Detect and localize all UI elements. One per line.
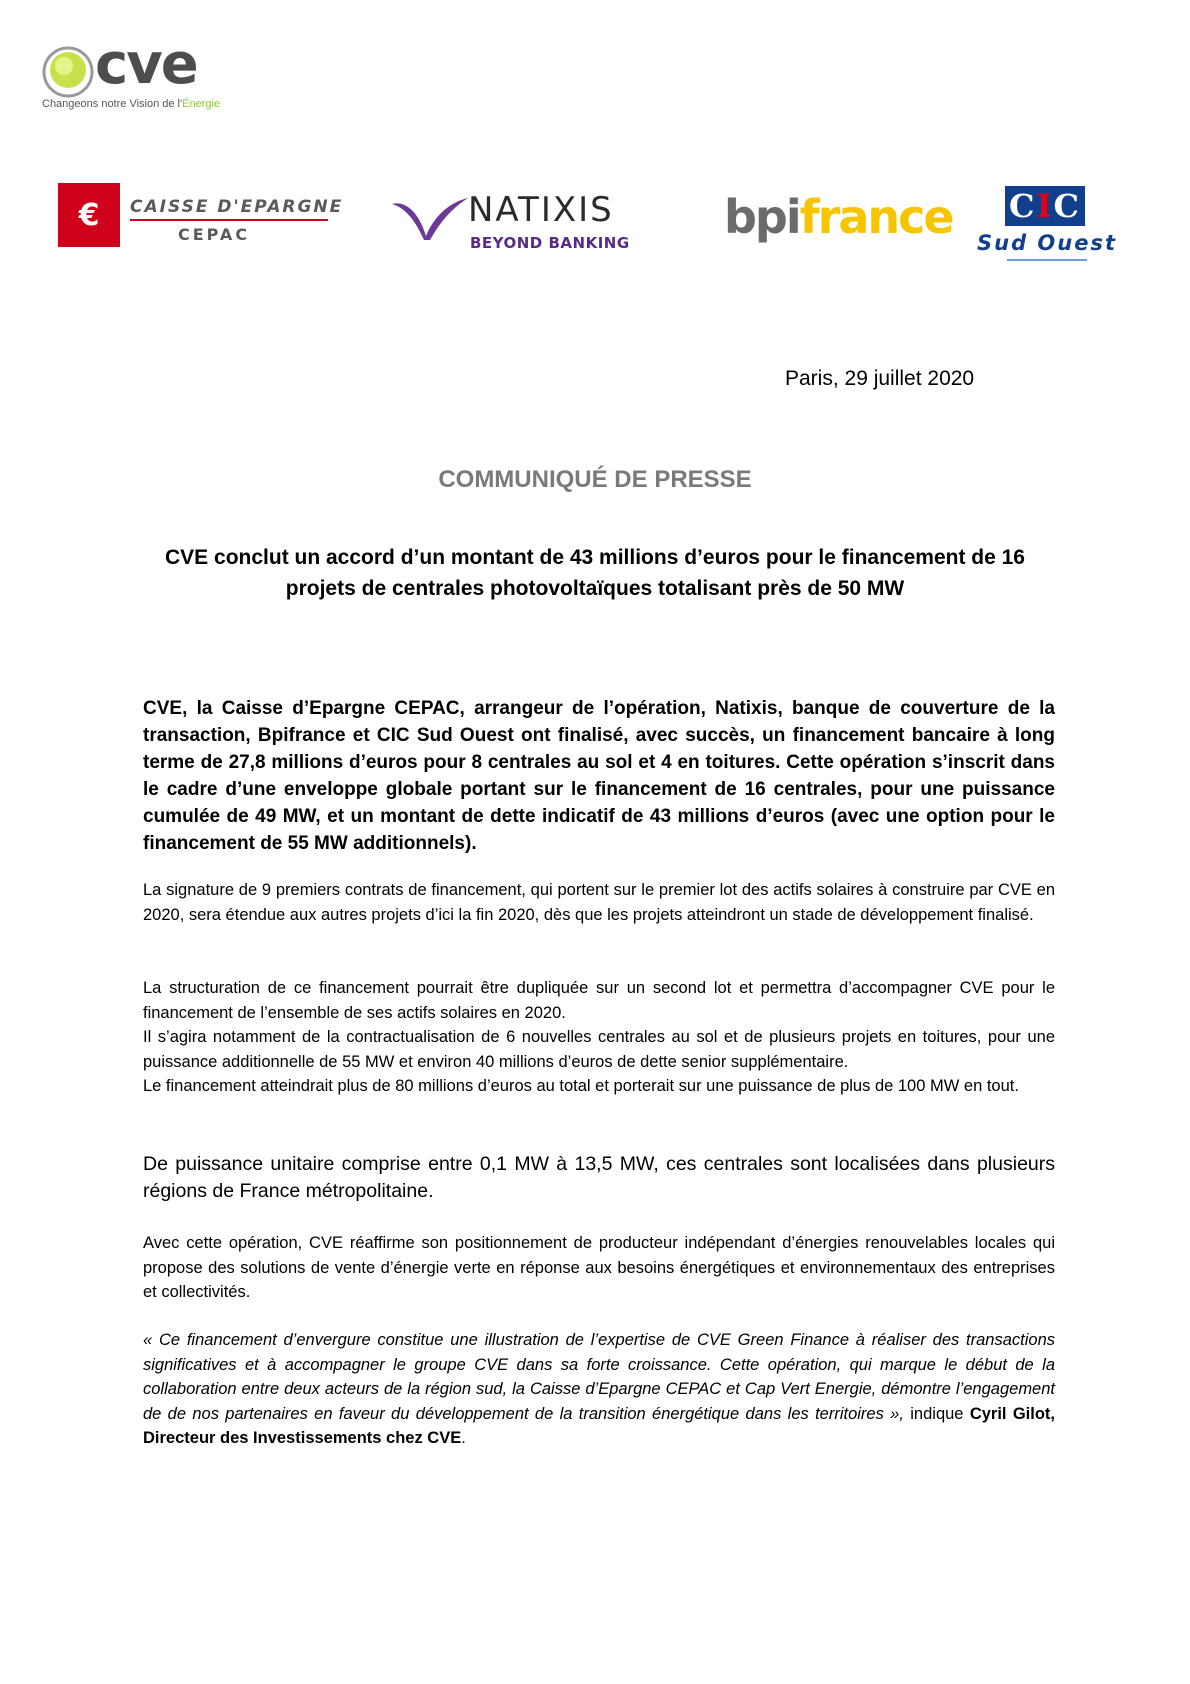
- paragraph-structuring-line-2: Il s’agira notamment de la contractualisation de 6 nouvelles centrales au sol et de plusieurs projets en toitures, pour une puissance additionnelle de 55 MW et environ 40 millions d’euros de dette senior supplémentaire.: [143, 1028, 1055, 1071]
- press-release-date: Paris, 29 juillet 2020: [785, 367, 975, 390]
- cic-sud-ouest-logo: [975, 186, 1118, 262]
- press-release-title: [140, 542, 1050, 604]
- paragraph-structuring-line-1: La structuration de ce financement pourrait être dupliquée sur un second lot et permettra d’accompagner CVE pour le financement de l’ensemble de ses actifs solaires en 2020.: [143, 979, 1055, 1022]
- caisse-epargne-sub: CEPAC: [178, 225, 251, 244]
- cve-tagline: Changeons notre Vision de l'Énergie: [42, 98, 221, 110]
- quote-attribution: indique: [903, 1404, 970, 1423]
- cve-globe-icon: [40, 44, 96, 100]
- cve-wordmark: cve: [95, 32, 197, 97]
- paragraph-signature: La signature de 9 premiers contrats de financement, qui portent sur le premier lot des actifs solaires à construire par CVE en 2020, sera étendue aux autres projets d’ici la fin 2020, dès que les projets atteindront un stade de développement finalisé.: [143, 881, 1055, 924]
- quote-end: .: [461, 1429, 466, 1447]
- natixis-name: NATIXIS: [468, 190, 614, 230]
- natixis-swoosh-icon: [390, 196, 470, 240]
- natixis-logo: [390, 190, 655, 256]
- caisse-epargne-logo: [58, 183, 344, 249]
- cic-rule: [1007, 259, 1087, 261]
- paragraph-structuring-line-3: Le financement atteindrait plus de 80 millions d’euros au total et porterait sur une puissance de plus de 100 MW en tout.: [143, 1077, 1019, 1095]
- page-heading: COMMUNIQUÉ DE PRESSE: [438, 466, 752, 493]
- quote-paragraph: [143, 1328, 1055, 1451]
- bpifrance-part2: france: [799, 190, 953, 244]
- paragraph-structuring: [143, 976, 1055, 1099]
- quote-text: « Ce financement d’envergure constitue une illustration de l’expertise de CVE Green Finance à réaliser des transactions significatives et à accompagner le groupe CVE dans sa forte croissance. Cette opération, qui marque le début de la collaboration entre deux acteurs de la région sud, la Caisse d’Epargne CEPAC et Cap Vert Energie, démontre l’engagement de de nos partenaires en faveur du développement de la transition énergétique dans les territoires »,: [143, 1331, 1055, 1423]
- cve-logo: [40, 32, 230, 120]
- caisse-epargne-name: CAISSE D'EPARGNE: [130, 197, 344, 217]
- bpifrance-part1: bpi: [724, 190, 800, 244]
- caisse-epargne-rule: [130, 219, 328, 221]
- bpifrance-logo: [724, 190, 953, 256]
- paragraph-unit-power: De puissance unitaire comprise entre 0,1 MW à 13,5 MW, ces centrales sont localisées dans plusieurs régions de France métropolitaine.: [143, 1153, 1055, 1202]
- quote-speaker: Cyril Gilot, Directeur des Investissements chez CVE: [143, 1404, 1056, 1447]
- paragraph-positioning: Avec cette opération, CVE réaffirme son positionnement de producteur indépendant d’énergies renouvelables locales qui propose des solutions de vente d’énergie verte en réponse aux besoins énergétiques et environnementaux des entreprises et collectivités.: [143, 1234, 1055, 1301]
- cic-sub: Sud Ouest: [977, 231, 1118, 255]
- cic-box: C I C: [1005, 186, 1085, 226]
- lead-paragraph: CVE, la Caisse d’Epargne CEPAC, arrangeur de l’opération, Natixis, banque de couverture de la transaction, Bpifrance et CIC Sud Ouest ont finalisé, avec succès, un financement bancaire à long terme de 27,8 millions d’euros pour 8 centrales au sol et 4 en toitures. Cette opération s’inscrit dans le cadre d’une enveloppe globale portant sur le financement de 16 centrales, pour une puissance cumulée de 49 MW, et un montant de dette indicatif de 43 millions d’euros (avec une option pour le financement de 55 MW additionnels).: [143, 698, 1055, 854]
- title-line-2: projets de centrales photovoltaïques totalisant près de 50 MW: [285, 577, 905, 600]
- caisse-epargne-squirrel-icon: €: [58, 183, 120, 247]
- natixis-sub: BEYOND BANKING: [470, 234, 630, 252]
- title-line-1: CVE conclut un accord d’un montant de 43 millions d’euros pour le financement de 16: [165, 546, 1025, 569]
